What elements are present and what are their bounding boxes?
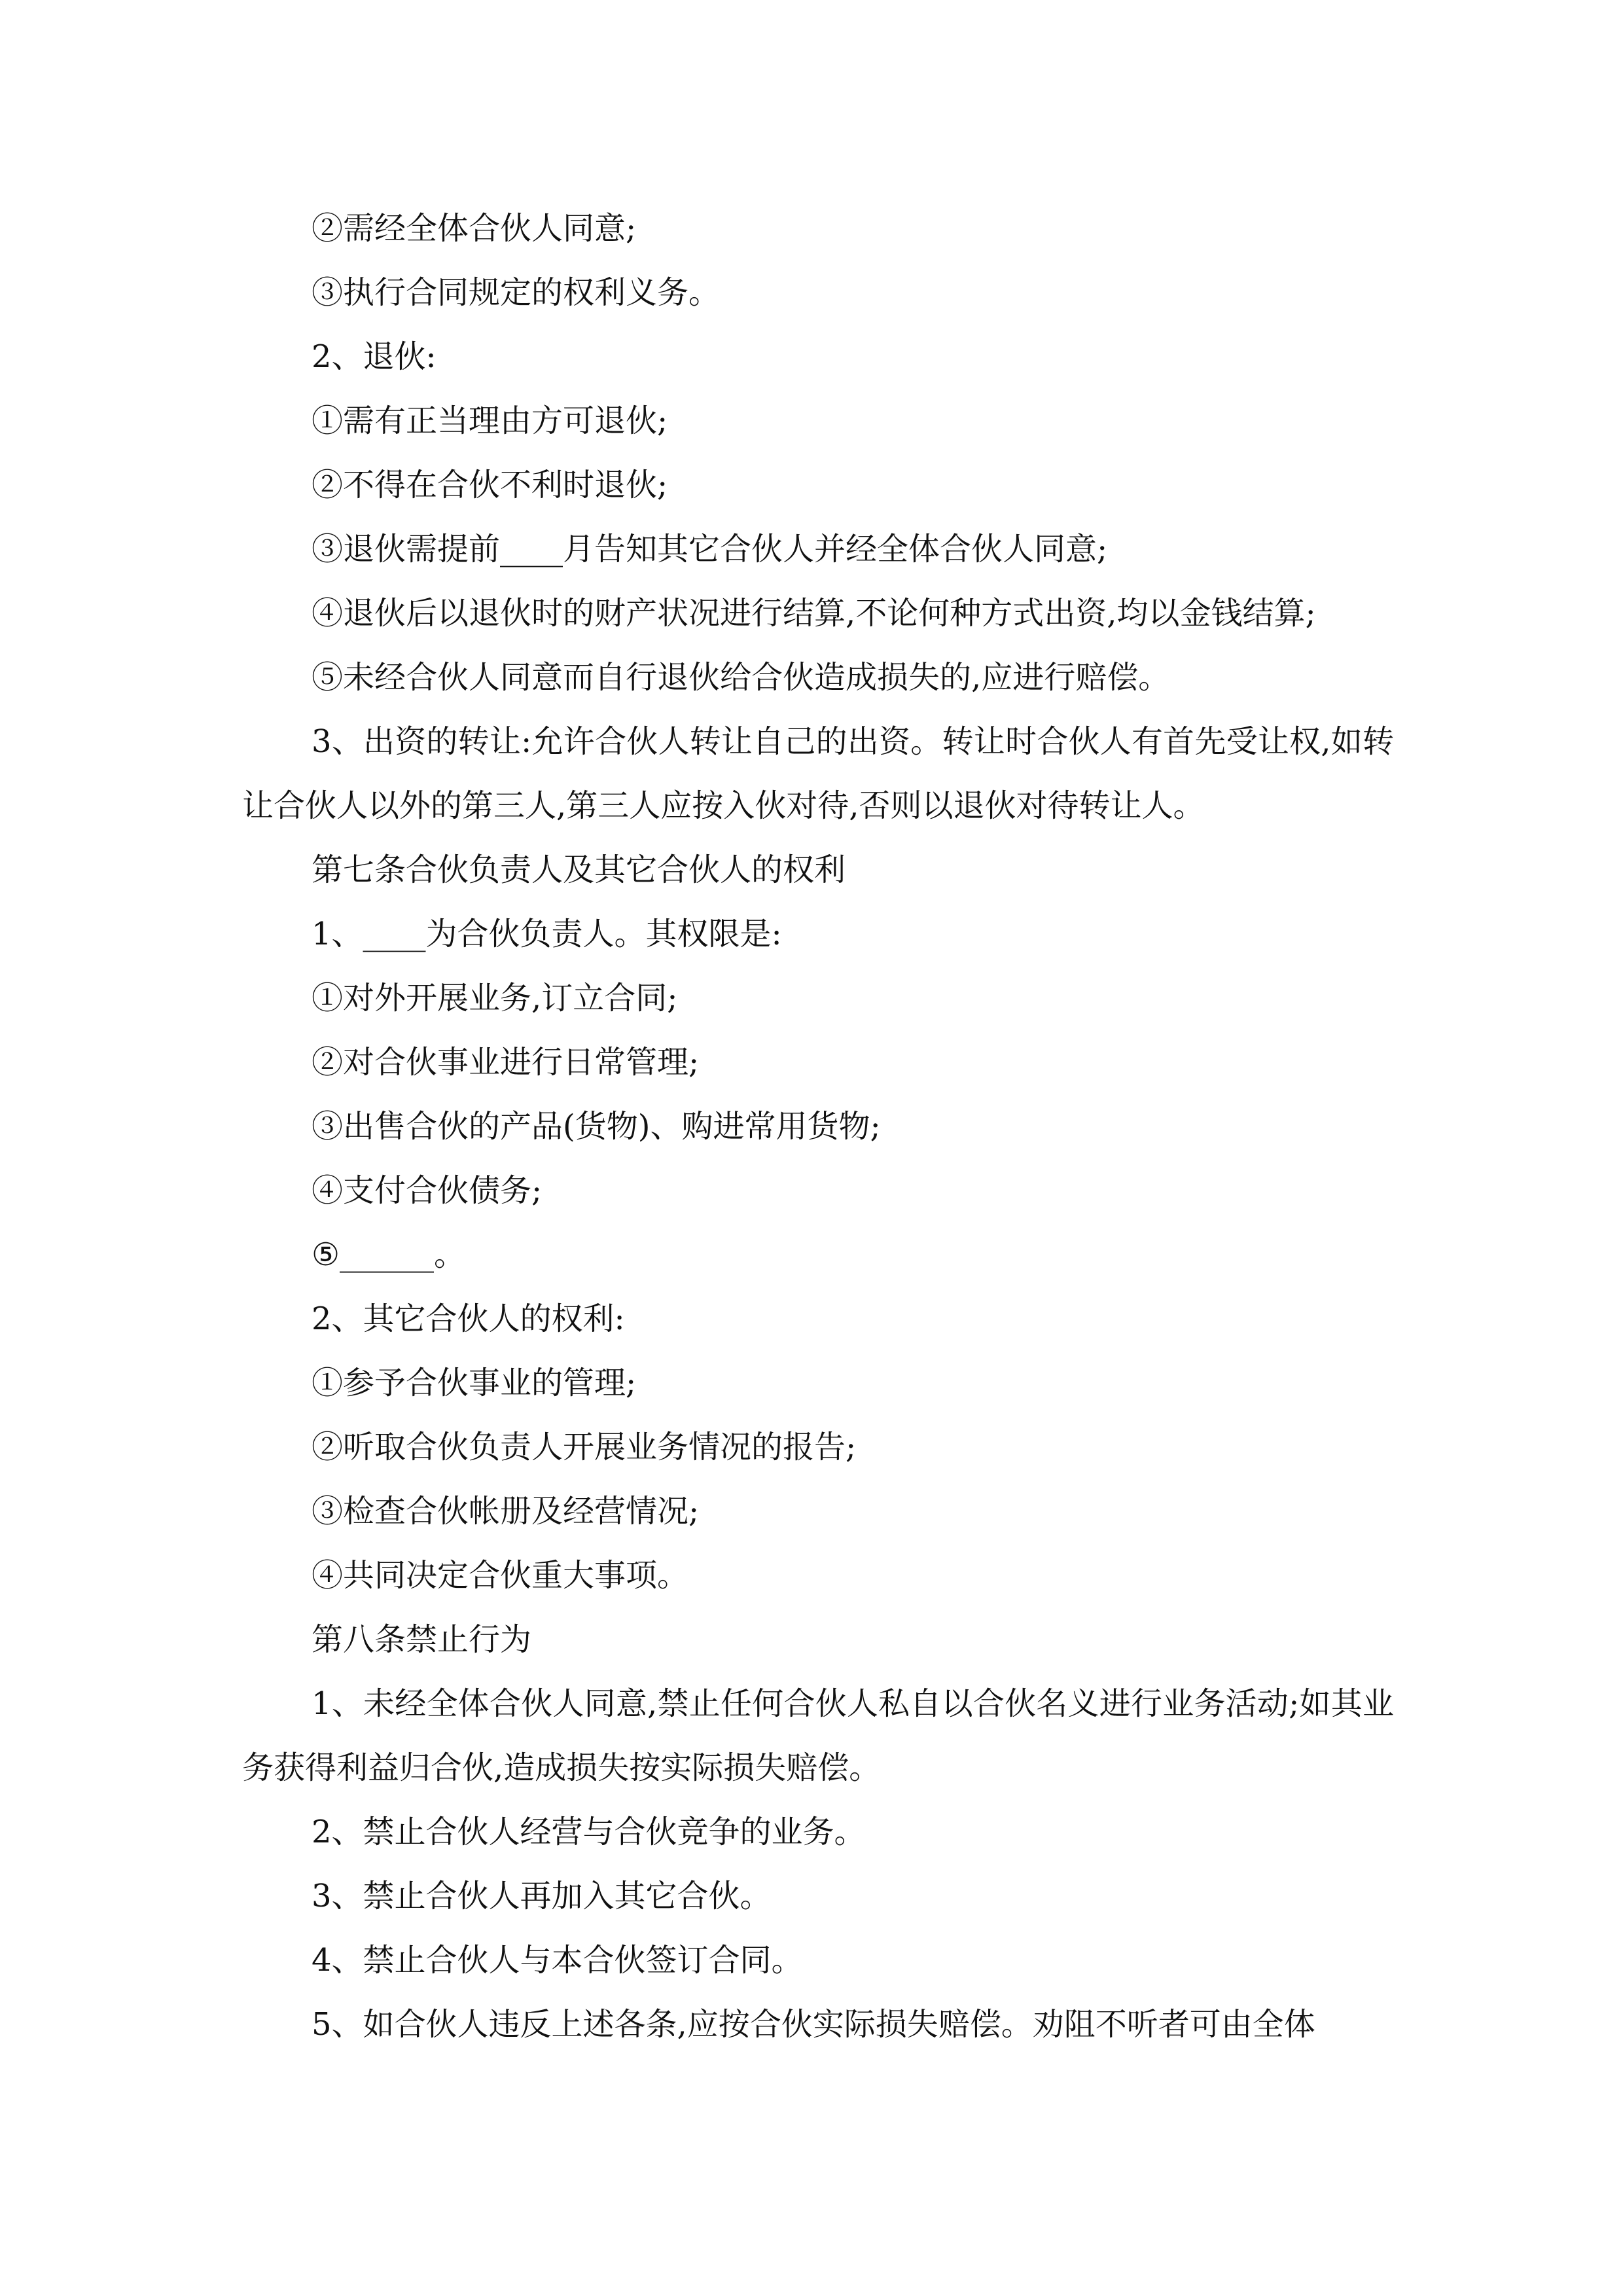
paragraph: ②需经全体合伙人同意; bbox=[312, 210, 637, 247]
paragraph: ②对合伙事业进行日常管理; bbox=[312, 1044, 700, 1081]
document-body bbox=[242, 196, 1394, 2056]
paragraph: ③执行合同规定的权利义务。 bbox=[312, 274, 721, 311]
section-heading: 第八条禁止行为 bbox=[312, 1621, 532, 1658]
paragraph: ④支付合伙债务; bbox=[312, 1172, 543, 1209]
paragraph: 2、退伙: bbox=[312, 338, 437, 375]
paragraph: ③检查合伙帐册及经营情况; bbox=[312, 1493, 700, 1530]
paragraph: ④退伙后以退伙时的财产状况进行结算,不论何种方式出资,均以金钱结算; bbox=[312, 595, 1316, 632]
paragraph: ①参予合伙事业的管理; bbox=[312, 1365, 637, 1401]
paragraph: 2、其它合伙人的权利: bbox=[312, 1300, 625, 1337]
paragraph: ⑤______。 bbox=[312, 1236, 466, 1273]
paragraph: ①对外开展业务,订立合同; bbox=[312, 980, 678, 1016]
paragraph: ⑤未经合伙人同意而自行退伙给合伙造成损失的,应进行赔偿。 bbox=[312, 659, 1170, 696]
section-heading: 第七条合伙负责人及其它合伙人的权利 bbox=[312, 852, 846, 888]
paragraph: ③出售合伙的产品(货物)、购进常用货物; bbox=[312, 1108, 881, 1145]
paragraph: 3、禁止合伙人再加入其它合伙。 bbox=[312, 1878, 772, 1914]
paragraph: ③退伙需提前____月告知其它合伙人并经全体合伙人同意; bbox=[312, 531, 1108, 567]
paragraph: ②听取合伙负责人开展业务情况的报告; bbox=[312, 1429, 857, 1465]
paragraph: 4、禁止合伙人与本合伙签订合同。 bbox=[312, 1942, 803, 1979]
paragraph: 3、出资的转让:允许合伙人转让自己的出资。转让时合伙人有首先受让权,如转让合伙人以外的第三人,第三人应按入伙对待,否则以退伙对待转让人。 bbox=[242, 723, 1394, 824]
paragraph: 5、如合伙人违反上述各条,应按合伙实际损失赔偿。劝阻不听者可由全体 bbox=[312, 2006, 1315, 2043]
paragraph: 2、禁止合伙人经营与合伙竞争的业务。 bbox=[312, 1814, 866, 1850]
paragraph: ②不得在合伙不利时退伙; bbox=[312, 467, 668, 503]
paragraph: 1、____为合伙负责人。其权限是: bbox=[312, 916, 782, 952]
paragraph: ①需有正当理由方可退伙; bbox=[312, 403, 668, 439]
paragraph: ④共同决定合伙重大事项。 bbox=[312, 1557, 689, 1594]
paragraph: 1、未经全体合伙人同意,禁止任何合伙人私自以合伙名义进行业务活动;如其业务获得利益归合伙,造成损失按实际损失赔偿。 bbox=[242, 1685, 1394, 1786]
